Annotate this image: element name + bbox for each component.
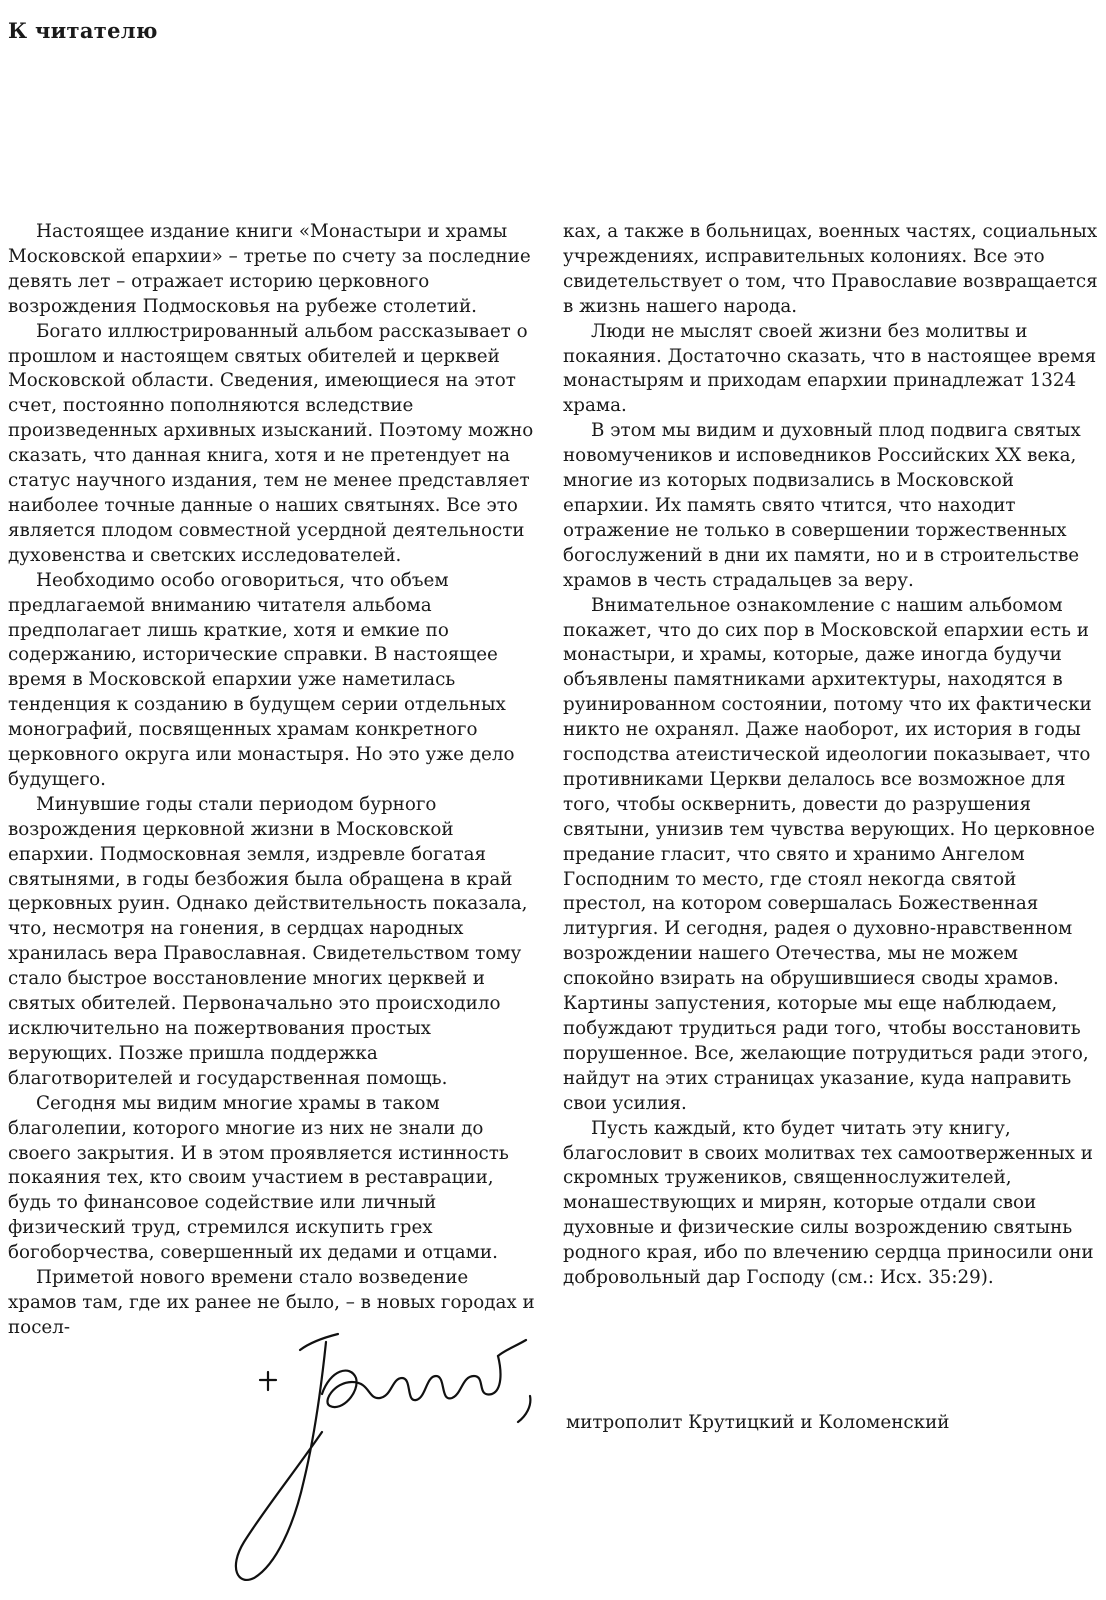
paragraph: Сегодня мы видим многие храмы в таком благолепии, которого многие из них не знали до своего закрытия. И в этом проявляется истинность покаяния тех, кто своим участием в реставрации, будь то финансовое содействие или личный физический труд, стремился искупить грех богоборчества, совершенный их дедами и отцами. — [8, 1092, 509, 1264]
paragraph: Пусть каждый, кто будет читать эту книгу, благословит в своих молитвах тех самоотверженных и скромных тружеников, священнослужителей, монашествующих и мирян, которые отдали свои духовные и физические силы возрождению святынь родного края, ибо по влечению сердца приносили они добровольный дар Господу (см.: Исх. 35:29). — [563, 1117, 1094, 1289]
paragraph: Люди не мыслят своей жизни без молитвы и покаяния. Достаточно сказать, что в настоящее время монастырям и приходам епархии принадлежат 1324 храма. — [563, 320, 1097, 417]
signatory-title: митрополит Крутицкий и Коломенский — [566, 1412, 950, 1433]
paragraph: Необходимо особо оговориться, что объем предлагаемой вниманию читателя альбома предполагает лишь краткие, хотя и емкие по содержанию, исторические справки. В настоящее время в Московской епархии уже наметилась тенденция к созданию в будущем серии отдельных монографий, посвященных храмам конкретного церковного округа или монастыря. Но это уже дело будущего. — [8, 569, 515, 790]
text-column-right — [563, 220, 1103, 1291]
page-title: К читателю — [8, 18, 158, 43]
paragraph: Настоящее издание книги «Монастыри и храмы Московской епархии» – третье по счету за последние девять лет – отражает историю церковного возрождения Подмосковья на рубеже столетий. — [8, 221, 531, 317]
paragraph-continued: ках, а также в больницах, военных частях, социальных учреждениях, исправительных колониях. Все это свидетельствует о том, что Православие возвращается в жизнь нашего народа. — [563, 221, 1098, 317]
handwritten-signature — [230, 1320, 550, 1590]
paragraph: Минувшие годы стали периодом бурного возрождения церковной жизни в Московской епархии. Подмосковная земля, издревле богатая святынями, в годы безбожия была обращена в край церковных руин. Однако действительность показала, что, несмотря на гонения, в сердцах народных хранилась вера Православная. Свидетельством тому стало быстрое восстановление многих церквей и святых обителей. Первоначально это происходило исключительно на пожертвования простых верующих. Позже пришла поддержка благотворителей и государственная помощь. — [8, 793, 528, 1089]
text-column-left — [8, 220, 536, 1341]
paragraph: В этом мы видим и духовный плод подвига святых новомучеников и исповедников Российских XX века, многие из которых подвизались в Московской епархии. Их память свято чтится, что находит отражение не только в совершении торжественных богослужений в дни их памяти, но и в строительстве храмов в честь страдальцев за веру. — [563, 420, 1081, 591]
paragraph: Приметой нового времени стало возведение храмов там, где их ранее не было, – в новых городах и посел- — [8, 1267, 535, 1338]
paragraph: Внимательное ознакомление с нашим альбомом покажет, что до сих пор в Московской епархии есть и монастыри, и храмы, которые, даже иногда будучи объявлены памятниками архитектуры, находятся в руинированном состоянии, потому что их фактически никто не охранял. Даже наоборот, их история в годы господства атеистической идеологии показывает, что противниками Церкви делалось все возможное для того, чтобы осквернить, довести до разрушения святыни, унизив тем чувства верующих. Но церковное предание гласит, что свято и хранимо Ангелом Господним то место, где стоял некогда святой престол, на котором совершалась Божественная литургия. И сегодня, радея о духовно-нравственном возрождении нашего Отечества, мы не можем спокойно взирать на обрушившиеся своды храмов. Картины запустения, которые мы еще наблюдаем, побуждают трудиться ради того, чтобы восстановить порушенное. Все, желающие потрудиться ради этого, найдут на этих страницах указание, куда направить свои усилия. — [563, 594, 1095, 1114]
paragraph: Богато иллюстрированный альбом рассказывает о прошлом и настоящем святых обителей и церквей Московской области. Сведения, имеющиеся на этот счет, постоянно пополняются вследствие произведенных архивных изысканий. Поэтому можно сказать, что данная книга, хотя и не претендует на статус научного издания, тем не менее представляет наиболее точные данные о наших святынях. Все это является плодом совместной усердной деятельности духовенства и светских исследователей. — [8, 320, 534, 566]
